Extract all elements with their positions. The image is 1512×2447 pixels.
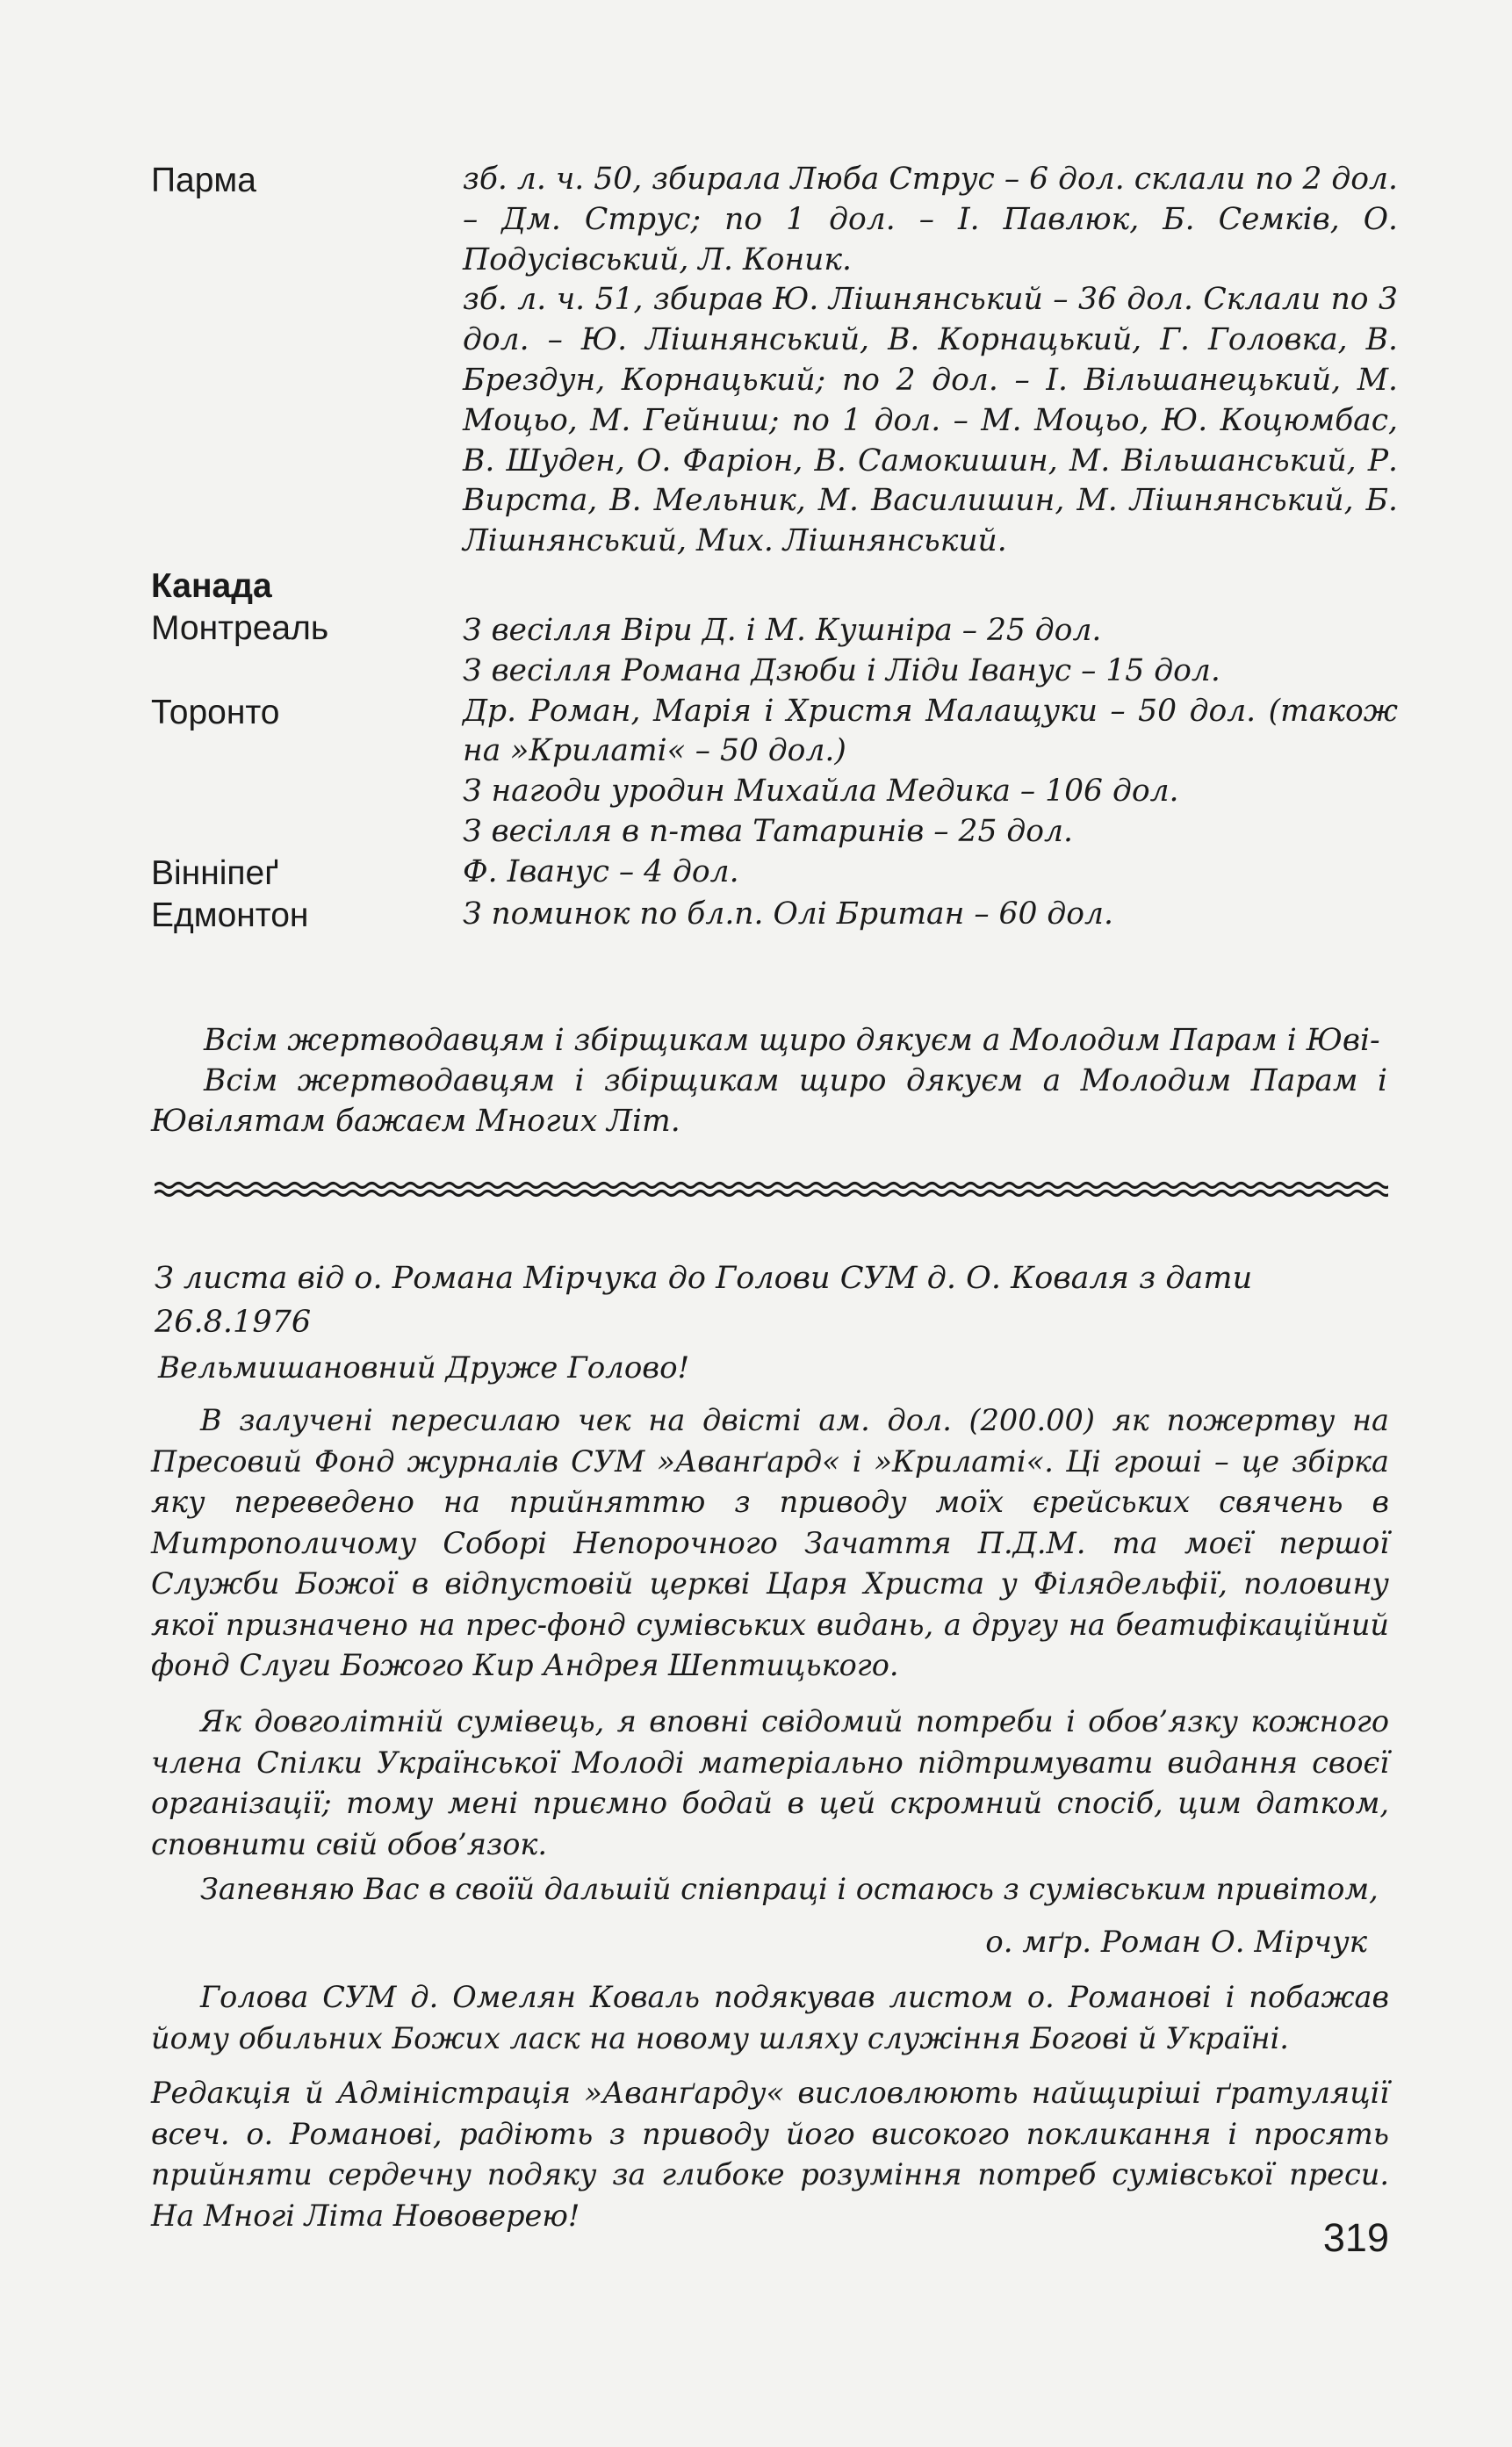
- donation-entry: Ф. Іванус – 4 дол.: [463, 853, 739, 889]
- donation-row-montreal: [151, 608, 1398, 692]
- donation-entry: З нагоди уродин Михайла Медика – 106 дол.: [463, 774, 1179, 810]
- place-label: Торонто: [151, 693, 280, 731]
- thanks-line: Всім жертводавцям і збірщикам щиро дякуєм а Молодим Парам і Юві-: [204, 1023, 1380, 1058]
- donation-entries: [463, 895, 1398, 935]
- donation-entry: З весілля в п-тва Татаринів – 25 дол.: [463, 813, 1073, 849]
- donation-list: [151, 160, 1398, 937]
- paragraph-text: В залучені пересилаю чек на двісті ам. дол. (200.00) як пожертву на Пресовий Фонд журналів СУМ »Аванґард« і »Крилаті«. Ці гроші – це збірка яку переведено на прийняттю з приводу моїх єрейських свячень в Митрополичому Соборі Непорочного Зачаття П.Д.М. та моєї першої Служби Божої в відпустовій церкві Царя Христа у Філядельфії, половину якої призначено на прес-фонд сумівських видань, а другу на беатифікаційний фонд Слуги Божого Кир Андрея Шептицького.: [151, 1403, 1389, 1682]
- paragraph-text: Голова СУМ д. Омелян Коваль подякував листом о. Романові і побажав йому обильних Божих ласк на новому шляху служіння Богові й Україні.: [151, 1980, 1389, 2055]
- letter-paragraph: [151, 1869, 1389, 1911]
- closing-paragraph: [151, 1977, 1389, 2059]
- donation-entry: З весілля Віри Д. і М. Кушніра – 25 дол.: [463, 612, 1102, 648]
- letter-heading: З листа від о. Романа Мірчука до Голови СУМ д. О. Коваля з дати 26.8.1976: [155, 1261, 1253, 1340]
- thanks-note: [151, 1020, 1387, 1141]
- letter-signature: о. мґр. Роман О. Мірчук: [985, 1925, 1367, 1960]
- donation-entry: зб. л. ч. 50, збирала Люба Струс – 6 дол. склали по 2 дол. – Дм. Струс; по 1 дол. – І. Павлюк, Б. Семків, О. Подусівський, Л. Коник.: [463, 162, 1398, 277]
- donation-entries: [463, 692, 1398, 853]
- donation-entry: З весілля Романа Дзюби і Ліди Іванус – 15 дол.: [463, 652, 1220, 688]
- letter-paragraph: [151, 1400, 1389, 1687]
- donation-entries: [463, 608, 1398, 692]
- section-heading-canada: Канада: [151, 566, 272, 605]
- place-label: Парма: [151, 162, 256, 199]
- donation-entry: Др. Роман, Марія і Христя Малащуки – 50 дол. (також на »Крилаті« – 50 дол.): [463, 693, 1398, 769]
- place-label: Едмонтон: [151, 896, 309, 934]
- donation-row-winnipeg: [151, 853, 1398, 895]
- paragraph-text: Редакція й Адміністрація »Аванґарду« висловлюють найщиріші ґратуляції всеч. о. Романові, радіють з приводу його високого покликання і просять прийняти сердечну подяку за глибоке розуміння потреб сумівської преси. На Многі Літа Нововерею!: [151, 2076, 1389, 2233]
- paragraph-text: Як довголітній сумівець, я вповні свідомий потреби і обов’язку кожного члена Спілки Української Молоді матеріально підтримувати видання своєї організації; тому мені приємно бодай в цей скромний спосіб, цим датком, сповнити свій обов’язок.: [151, 1704, 1389, 1861]
- donation-row-toronto: [151, 692, 1398, 853]
- donation-row-edmonton: [151, 895, 1398, 937]
- wavy-divider: [155, 1178, 1388, 1201]
- donation-entry: З поминок по бл.п. Олі Британ – 60 дол.: [463, 896, 1113, 932]
- donation-entries: [463, 160, 1398, 562]
- donation-row-parma: [151, 160, 1398, 562]
- letter-paragraph: [151, 1702, 1389, 1865]
- donation-entries: [463, 853, 1398, 893]
- thanks-line: Всім жертводавцям і збірщикам щиро дякуєм а Молодим Парам і Ювілятам бажаєм Многих Літ.: [151, 1063, 1387, 1139]
- place-label: Монтреаль: [151, 608, 329, 647]
- page-number: 319: [1322, 2215, 1389, 2260]
- place-label: Вінніпеґ: [151, 853, 279, 892]
- letter-greeting: Вельмишановний Друже Голово!: [158, 1350, 690, 1385]
- paragraph-text: Запевняю Вас в своїй дальшій співпраці і остаюсь з сумівським привітом,: [200, 1872, 1379, 1906]
- donation-entry: зб. л. ч. 51, збирав Ю. Лішнянський – 36 дол. Склали по 3 дол. – Ю. Лішнянський, В. Корнацький, Г. Головка, В. Брездун, Корнацький; по 2 дол. – І. Вільшанецький, М. Моцьо, М. Гейниш; по 1 дол. – М. Моцьо, Ю. Коцюмбас, В. Шуден, О. Фаріон, В. Самокишин, М. Вільшанський, Р. Вирста, В. Мельник, М. Василишин, М. Лішнянський, Б. Лішнянський, Мих. Лішнянський.: [463, 282, 1398, 559]
- closing-paragraph: [151, 2073, 1389, 2236]
